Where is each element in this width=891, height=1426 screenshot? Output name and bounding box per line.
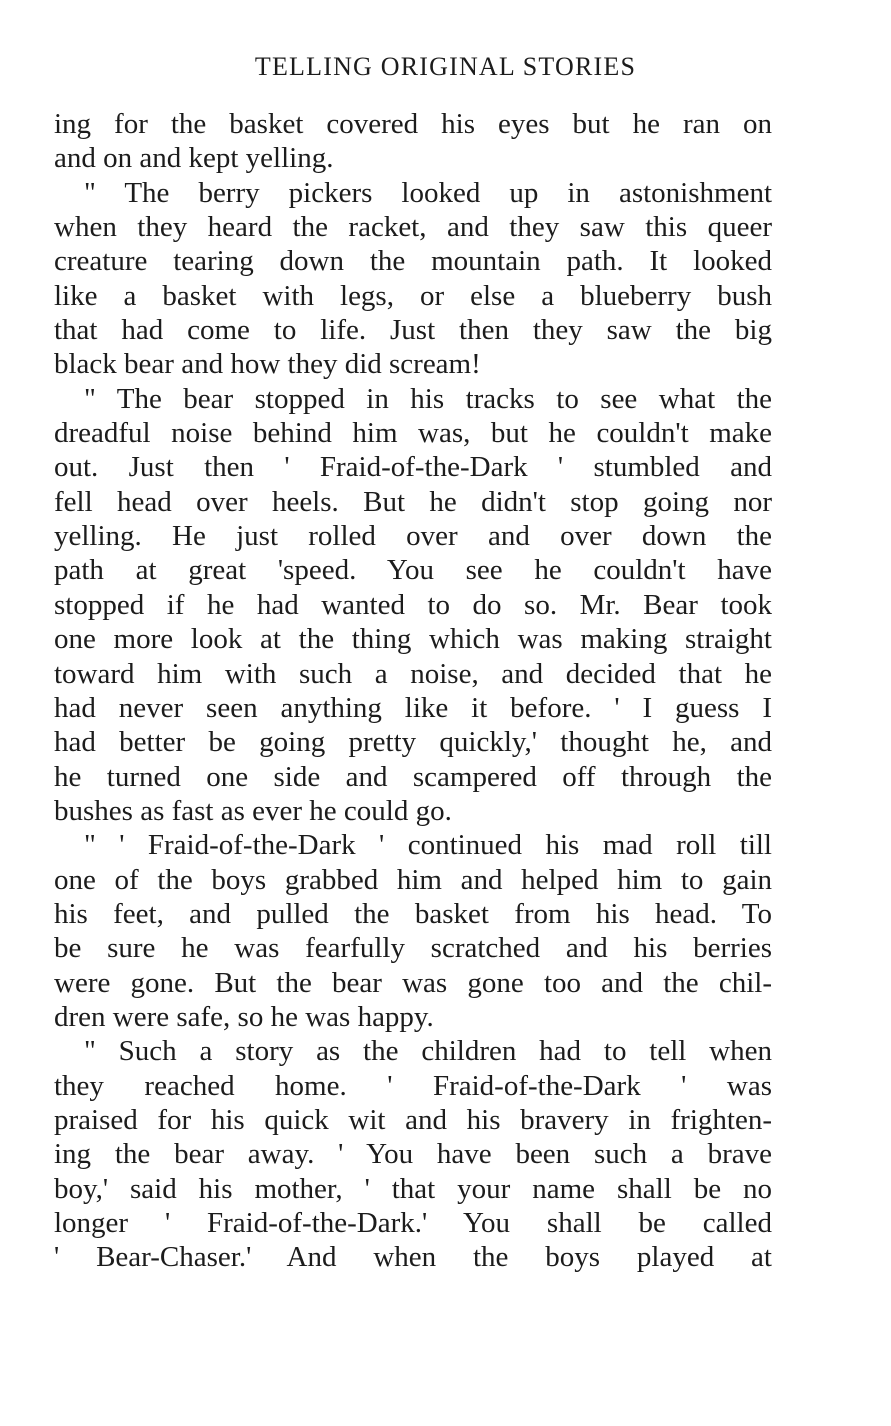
text-line: that had come to life. Just then they saw the big	[54, 314, 772, 347]
text-line: path at great 'speed. You see he couldn't have	[54, 554, 772, 587]
text-line: " ' Fraid-of-the-Dark ' continued his mad roll till	[84, 829, 772, 862]
text-line: they reached home. ' Fraid-of-the-Dark ' was	[54, 1069, 772, 1102]
text-line: were gone. But the bear was gone too and the chil-	[54, 966, 772, 999]
text-line: his feet, and pulled the basket from his head. To	[54, 897, 772, 930]
text-line: " Such a story as the children had to tell when	[84, 1035, 772, 1068]
text-line: " The bear stopped in his tracks to see what the	[84, 382, 772, 415]
text-line: had better be going pretty quickly,' thought he, and	[54, 726, 772, 759]
text-line: longer ' Fraid-of-the-Dark.' You shall be called	[54, 1207, 772, 1239]
text-line: praised for his quick wit and his bravery in frighten-	[54, 1103, 772, 1136]
text-line: boy,' said his mother, ' that your name shall be no	[54, 1172, 772, 1205]
text-line: black bear and how they did scream!	[54, 348, 481, 381]
text-line: he turned one side and scampered off through the	[54, 760, 772, 793]
text-line: one of the boys grabbed him and helped him to gain	[54, 863, 772, 896]
text-line: one more look at the thing which was making straight	[54, 623, 772, 656]
text-line: out. Just then ' Fraid-of-the-Dark ' stumbled and	[54, 451, 772, 484]
text-line: ing the bear away. ' You have been such a brave	[54, 1138, 772, 1171]
text-line: dreadful noise behind him was, but he couldn't make	[54, 417, 772, 450]
body-text	[54, 107, 772, 1275]
text-line: fell head over heels. But he didn't stop going nor	[54, 485, 772, 518]
text-line: and on and kept yelling.	[54, 142, 334, 175]
text-line: ' Bear-Chaser.' And when the boys played at	[54, 1241, 772, 1274]
text-line: " The berry pickers looked up in astonishment	[84, 176, 772, 209]
text-line: stopped if he had wanted to do so. Mr. Bear took	[54, 588, 772, 621]
text-line: like a basket with legs, or else a blueberry bush	[54, 279, 772, 312]
text-line: bushes as fast as ever he could go.	[54, 794, 452, 827]
text-line: yelling. He just rolled over and over down the	[54, 520, 772, 553]
text-line: creature tearing down the mountain path. It looked	[54, 245, 772, 278]
text-line: dren were safe, so he was happy.	[54, 1000, 434, 1033]
text-line: ing for the basket covered his eyes but he ran on	[54, 108, 772, 140]
text-line: when they heard the racket, and they saw this queer	[54, 211, 772, 244]
text-line: had never seen anything like it before. ' I guess I	[54, 691, 772, 724]
text-line: be sure he was fearfully scratched and his berries	[54, 932, 772, 965]
running-head: TELLING ORIGINAL STORIES	[254, 52, 637, 81]
text-line: toward him with such a noise, and decided that he	[54, 657, 772, 690]
